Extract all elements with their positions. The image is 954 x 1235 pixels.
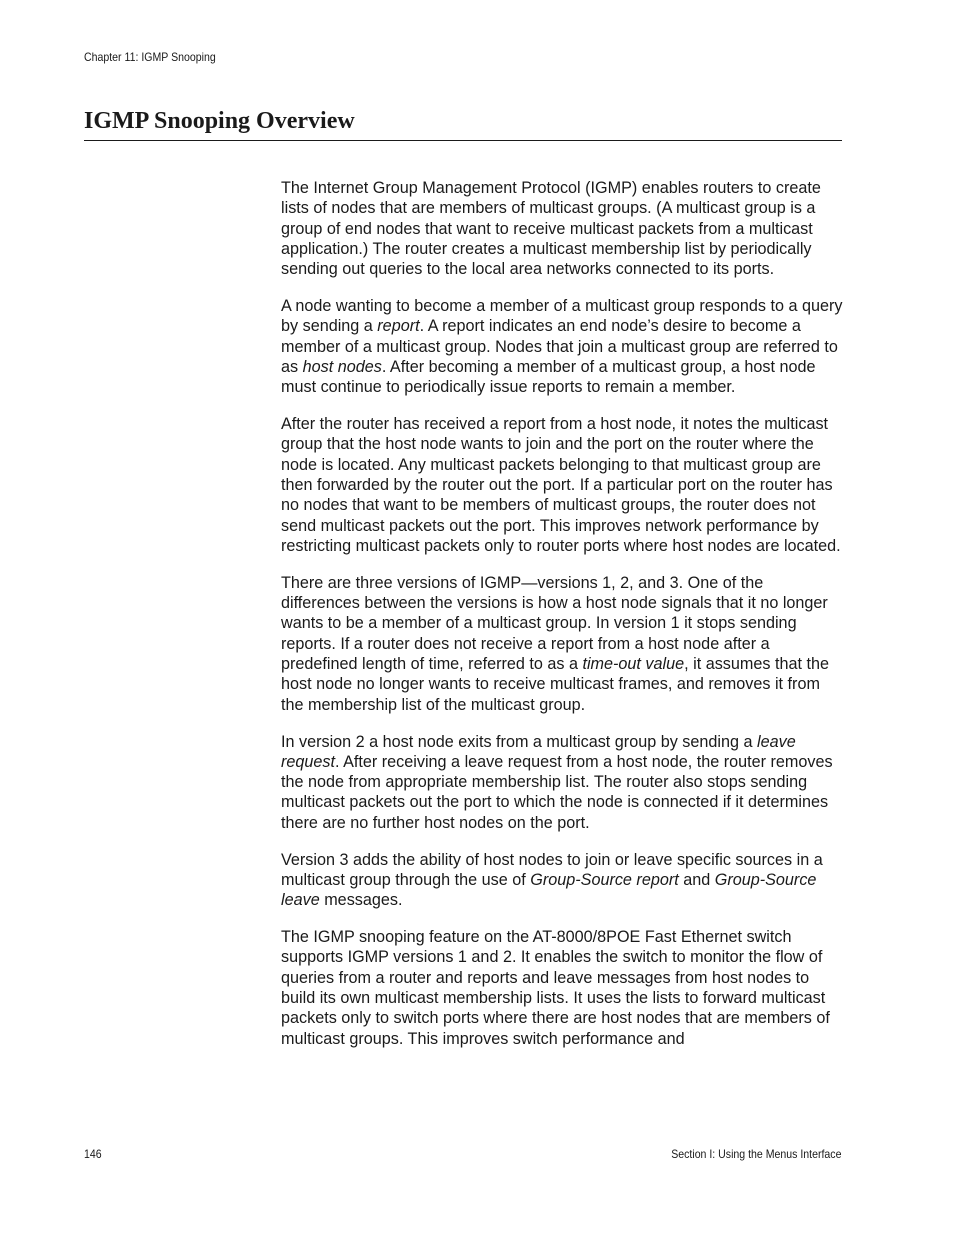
term-host-nodes: host nodes — [302, 357, 382, 376]
term-leave-request: leave request — [281, 732, 796, 771]
body-text — [281, 178, 846, 1065]
term-group-source-report: Group-Source report — [530, 870, 679, 889]
running-header: Chapter 11: IGMP Snooping — [84, 50, 216, 64]
paragraph-version-3: Version 3 adds the ability of host nodes to join or leave specific sources in a multicast group through the use of Group-Source report and Group-Source leave messages. — [281, 850, 823, 910]
paragraph-snooping-feature: The IGMP snooping feature on the AT-8000/8POE Fast Ethernet switch supports IGMP versions 1 and 2. It enables the switch to monitor the flow of queries from a router and reports and leave messages from host nodes to build its own multicast membership lists. It uses the lists to forward multicast packets only to switch ports where there are host nodes that are members of multicast groups. This improves switch performance and — [281, 928, 830, 1048]
paragraph-igmp-versions: There are three versions of IGMP—versions 1, 2, and 3. One of the differences between the versions is how a host node signals that it no longer wants to be a member of a multicast group. In version 1 it stops sending reports. If a router does not receive a report from a host node after a predefined length of time, referred to as a time-out value, it assumes that the host node no longer wants to receive multicast frames, and removes it from the membership list of the multicast group. — [281, 573, 829, 714]
paragraph-node-joining: A node wanting to become a member of a multicast group responds to a query by sending a report. A report indicates an end node’s desire to become a member of a multicast group. Nodes that join a multicast group are referred to as host nodes. After becoming a member of a multicast group, a host node must continue to periodically issue reports to remain a member. — [281, 297, 843, 397]
paragraph-version-2: In version 2 a host node exits from a multicast group by sending a leave request. After receiving a leave request from a host node, the router removes the node from appropriate membership list. The router also stops sending multicast packets out the port to which the node is connected if it determines there are no further host nodes on the port. — [281, 732, 833, 832]
term-group-source-leave: Group-Source leave — [281, 870, 817, 910]
title-rule — [84, 140, 842, 141]
paragraph-router-forwarding: After the router has received a report from a host node, it notes the multicast group that the host node wants to join and the port on the router where the node is located. Any multicast packets belonging to that multicast group are then forwarded by the router out the port. If a particular port on the router has no nodes that want to be members of multicast groups, the router does not send multicast packets out the port. This improves network performance by restricting multicast packets only to router ports where host nodes are located. — [281, 415, 841, 555]
page-number: 146 — [84, 1147, 102, 1161]
running-footer: Section I: Using the Menus Interface — [670, 1147, 841, 1161]
paragraph-igmp-intro: The Internet Group Management Protocol (IGMP) enables routers to create lists of nodes that are members of multicast groups. (A multicast group is a group of end nodes that want to receive multicast packets from a multicast application.) The router creates a multicast membership list by periodically sending out queries to the local area networks connected to its ports. — [281, 179, 821, 279]
term-report: report — [377, 317, 420, 336]
page-title: IGMP Snooping Overview — [84, 108, 355, 134]
term-time-out-value: time-out value — [582, 655, 685, 674]
